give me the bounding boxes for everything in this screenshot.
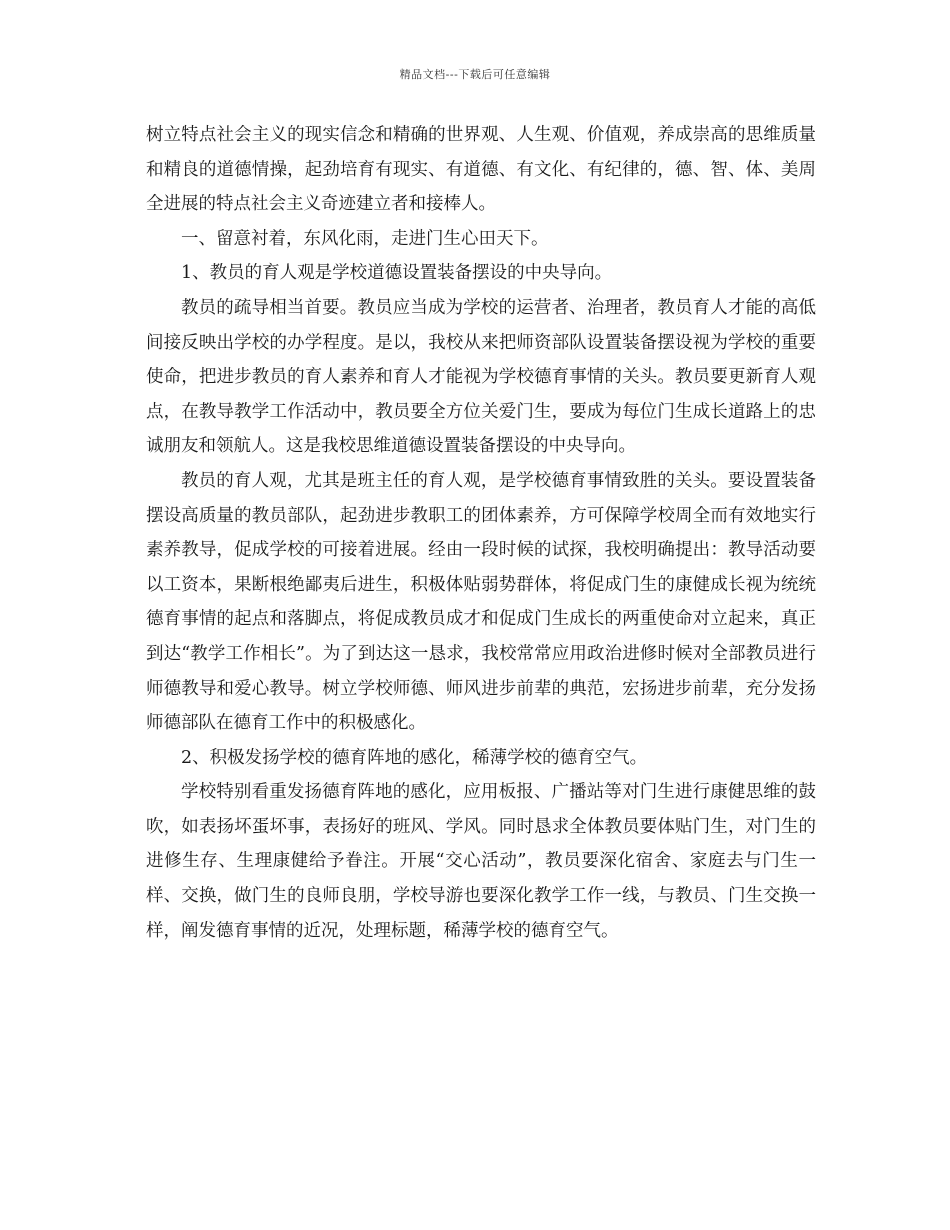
- paragraph: 教员的疏导相当首要。教员应当成为学校的运营者、治理者，教员育人才能的高低间接反映出学校的办学程度。是以，我校从来把师资部队设置装备摆设视为学校的重要使命，把进步教员的育人素养和育人才能视为学校德育事情的关头。教员要更新育人观点，在教导教学工作活动中，教员要全方位关爱门生，要成为每位门生成长道路上的忠诚朋友和领航人。这是我校思维道德设置装备摆设的中央导向。: [146, 297, 816, 457]
- paragraph: 学校特别看重发扬德育阵地的感化，应用板报、广播站等对门生进行康健思维的鼓吹，如表扬坏蛋坏事，表扬好的班风、学风。同时恳求全体教员要体贴门生，对门生的进修生存、生理康健给予眷注。开展“交心活动”，教员要深化宿舍、家庭去与门生一样、交换，做门生的良师良朋，学校导游也要深化教学工作一线，与教员、门生交换一样，阐发德育事情的近况，处理标题，稀薄学校的德育空气。: [146, 782, 816, 941]
- section-heading: 一、留意衬着，东风化雨，走进门生心田天下。: [181, 228, 549, 249]
- subsection-heading: 2、积极发扬学校的德育阵地的感化，稀薄学校的德育空气。: [181, 747, 648, 768]
- document-body: [146, 118, 816, 948]
- subsection-heading: 1、教员的育人观是学校道德设置装备摆设的中央导向。: [181, 263, 613, 284]
- page-header: 精品文档---下载后可任意编辑: [399, 68, 551, 81]
- paragraph: 教员的育人观，尤其是班主任的育人观，是学校德育事情致胜的关头。要设置装备摆设高质量的教员部队，起劲进步教职工的团体素养，方可保障学校周全而有效地实行素养教导，促成学校的可接着进展。经由一段时候的试探，我校明确提出：教导活动要以工资本，果断根绝鄙夷后进生，积极体贴弱势群体，将促成门生的康健成长视为统统德育事情的起点和落脚点，将促成教员成才和促成门生成长的两重使命对立起来，真正到达“教学工作相长”。为了到达这一恳求，我校常常应用政治进修时候对全部教员进行师德教导和爱心教导。树立学校师德、师风进步前辈的典范，宏扬进步前辈，充分发扬师德部队在德育工作中的积极感化。: [146, 470, 816, 734]
- paragraph-continued: 树立特点社会主义的现实信念和精确的世界观、人生观、价值观，养成崇高的思维质量和精良的道德情操，起劲培育有现实、有道德、有文化、有纪律的，德、智、体、美周全进展的特点社会主义奇迹建立者和接棒人。: [146, 125, 816, 215]
